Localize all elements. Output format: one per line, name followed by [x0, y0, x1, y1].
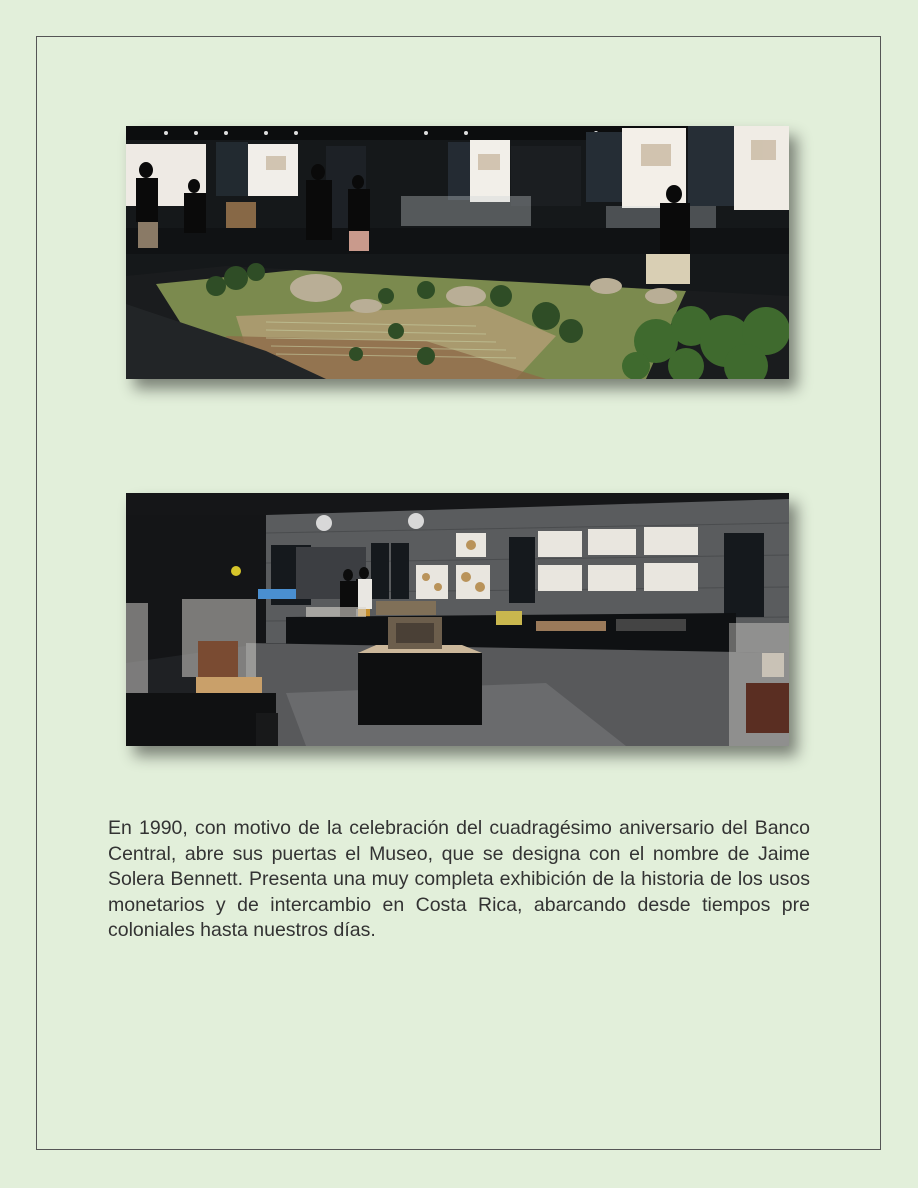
museum-description-paragraph: En 1990, con motivo de la celebración del cuadragésimo aniversario del Banco Central, abre sus puertas el Museo, que se designa con el nombre de Jaime Solera Bennett. Presenta una muy completa exhibición de la historia de los usos monetarios y de intercambio en Costa Rica, abarcando desde tiempos pre coloniales hasta nuestros días. — [108, 817, 810, 941]
museum-diorama-photo — [126, 126, 789, 379]
museum-gallery-photo — [126, 493, 789, 746]
